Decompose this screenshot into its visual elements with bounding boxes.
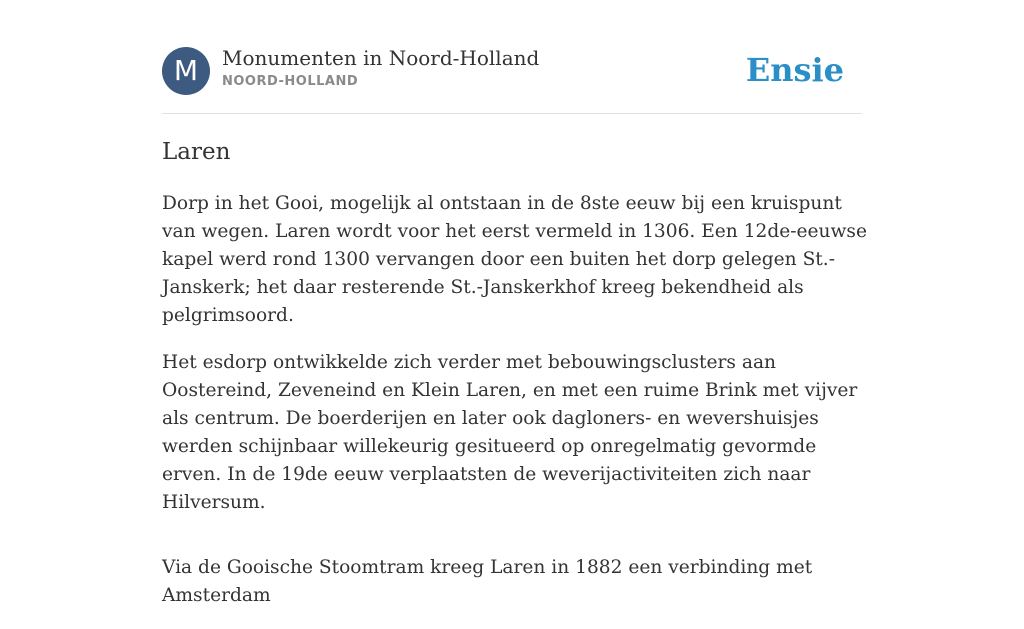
ensie-logo[interactable]: Ensie xyxy=(745,51,844,89)
article-paragraph-2: Het esdorp ontwikkelde zich verder met bebouwingsclusters aan Oostereind, Zeveneind en Klein Laren, en met een ruime Brink met vijver als centrum. De boerderijen en later ook dagloners- en wevershuisjes werden schijnbaar willekeurig gesitueerd op onregelmatig gevormde erven. In de 19de eeuw verplaatsten de weverijactiviteiten zich naar Hilversum. xyxy=(162,352,858,513)
source-header xyxy=(162,46,862,96)
source-title[interactable]: Monumenten in Noord-Holland xyxy=(222,46,540,70)
article-body xyxy=(162,190,872,629)
article-title: Laren xyxy=(162,139,231,165)
article-paragraph-1: Dorp in het Gooi, mogelijk al ontstaan in de 8ste eeuw bij een kruispunt van wegen. Laren wordt voor het eerst vermeld in 1306. Een 12de-eeuwse kapel werd rond 1300 vervangen door een buiten het dorp gelegen St.-Janskerk; het daar resterende St.-Janskerkhof kreeg bekendheid als pelgrimsoord. xyxy=(162,193,867,326)
header-divider xyxy=(162,113,862,114)
article-paragraph-3: Via de Gooische Stoomtram kreeg Laren in 1882 een verbinding met Amsterdam xyxy=(162,557,813,606)
source-subtitle[interactable]: NOORD-HOLLAND xyxy=(222,74,359,89)
source-avatar[interactable]: M xyxy=(162,47,210,95)
